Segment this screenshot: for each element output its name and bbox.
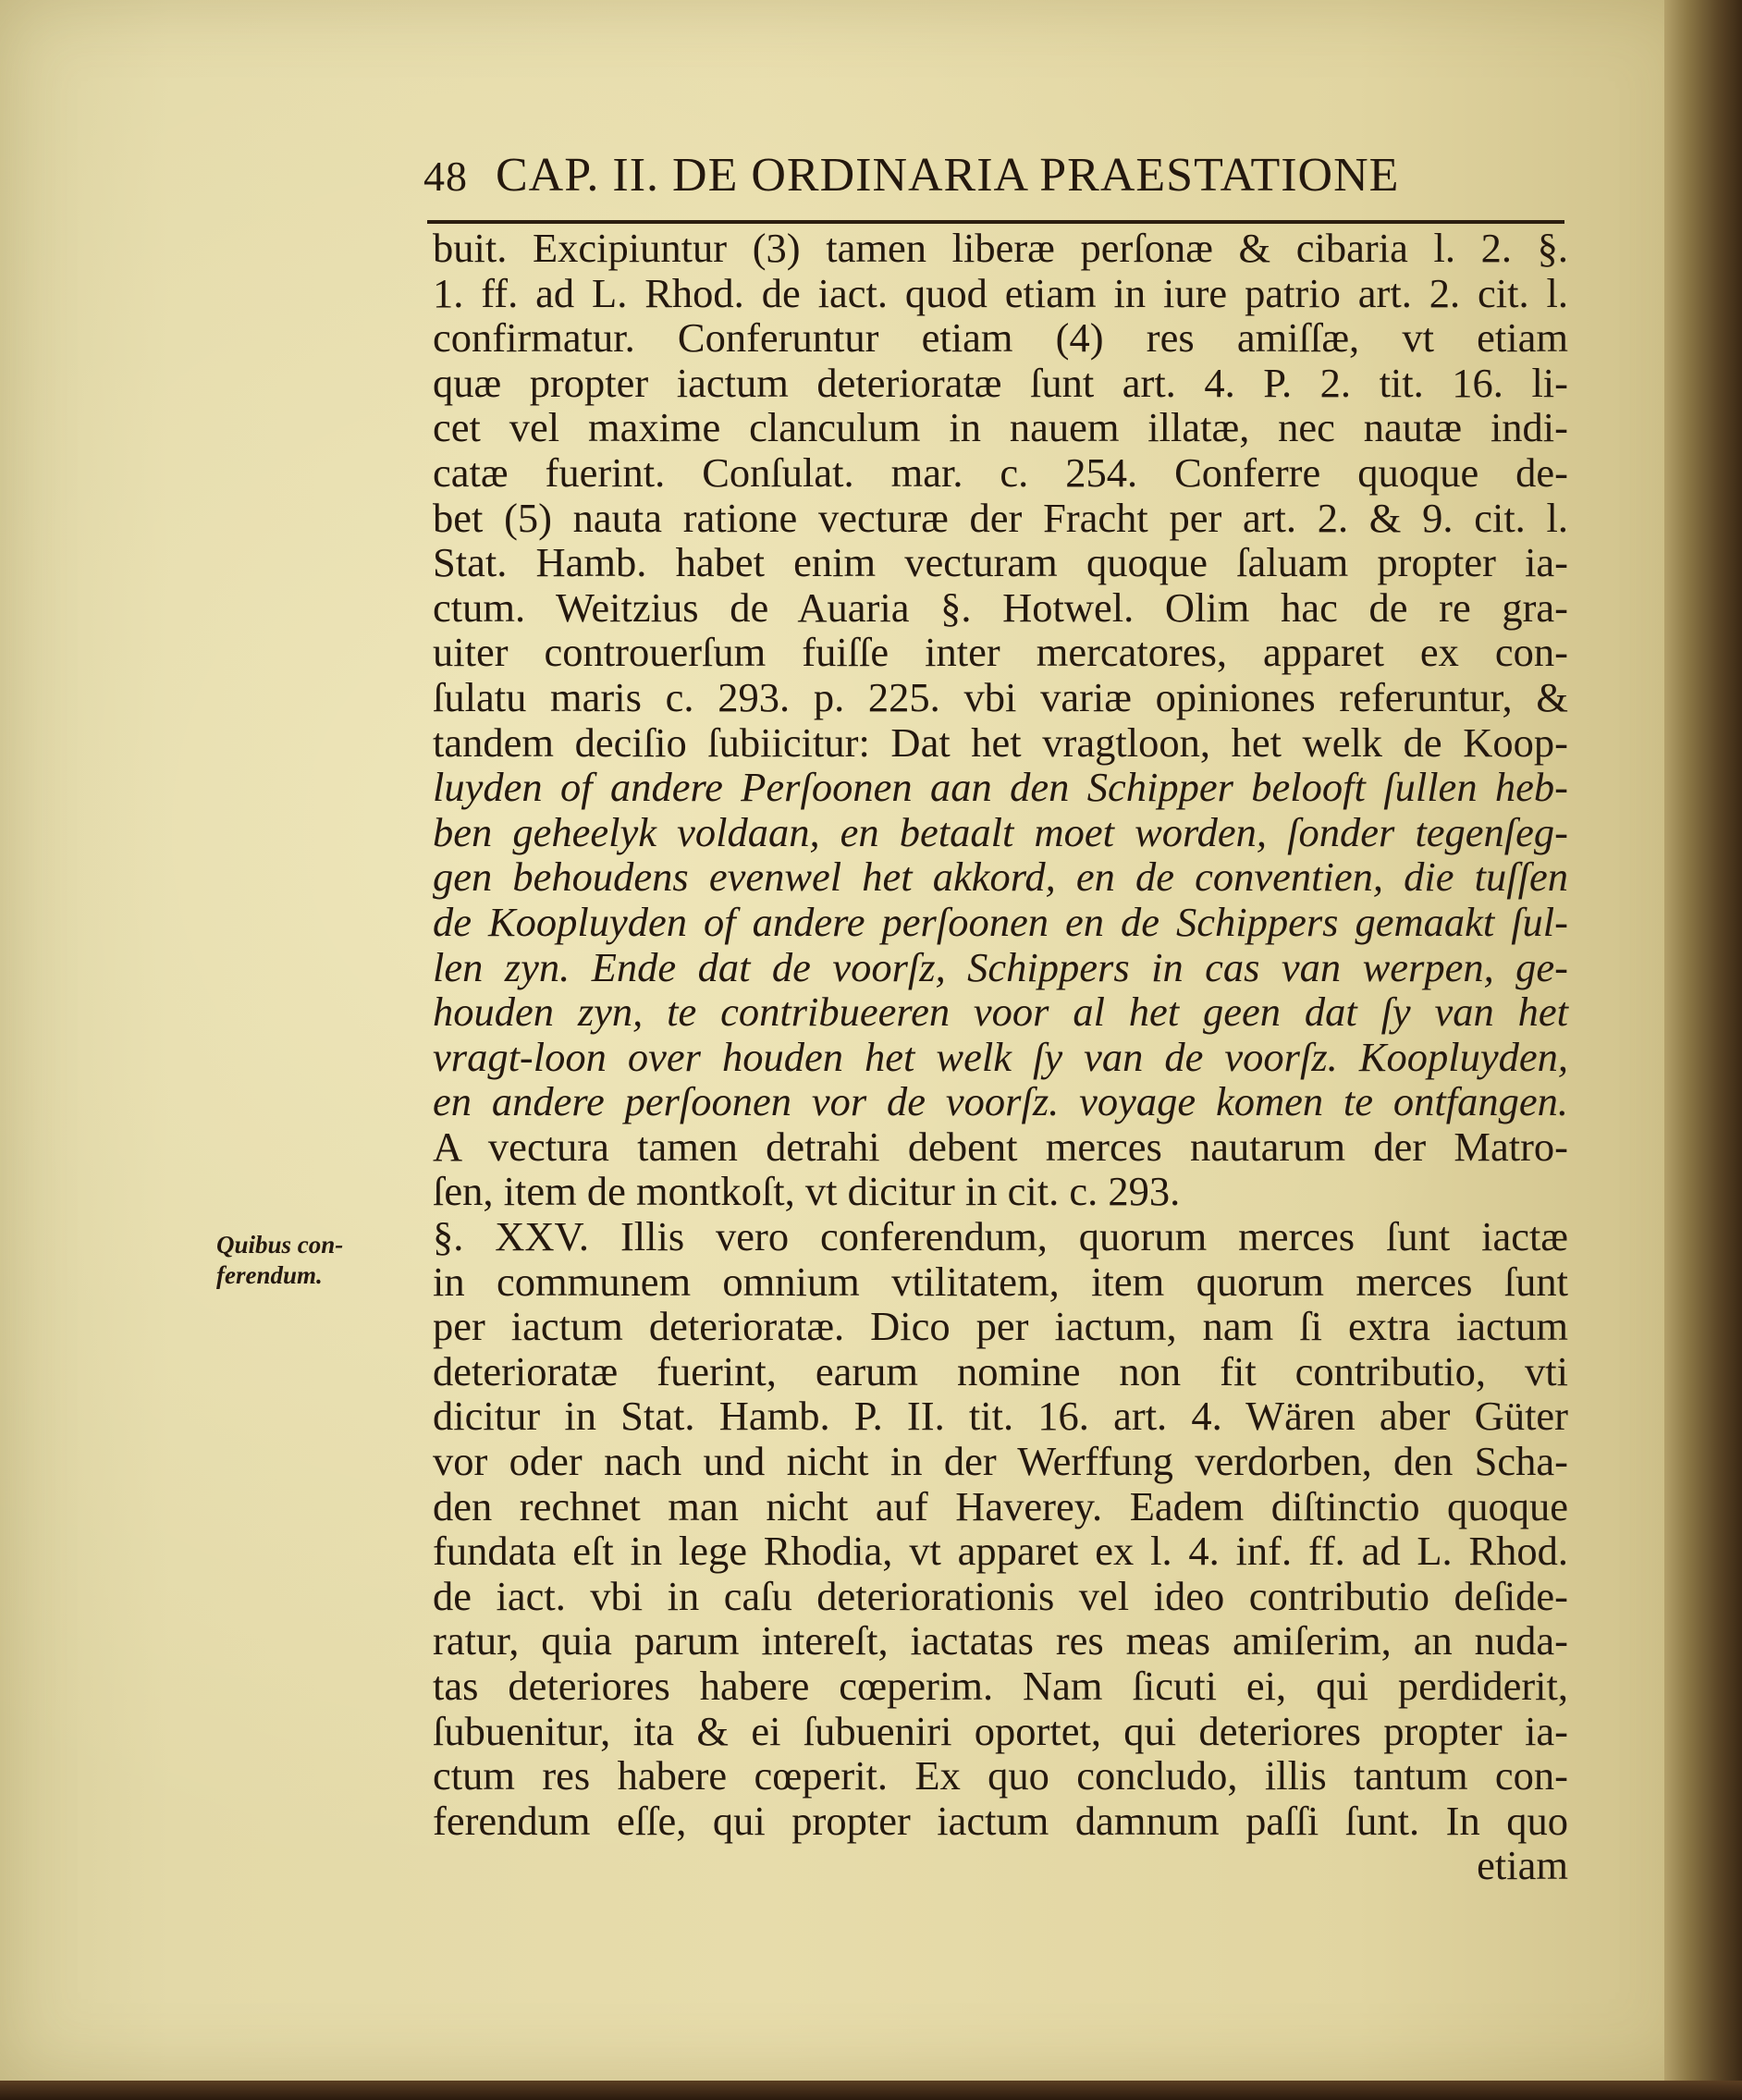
text-line: de iact. vbi in caſu deteriorationis vel ideo contributio deſide- (433, 1572, 1568, 1619)
text-line-dutch: houden zyn, te contribueeren voor al het geen dat ſy van het (433, 989, 1568, 1036)
text-line: tandem deciſio ſubiicitur: Dat het vragtloon, het welk de Koop- (433, 718, 1568, 766)
text-line: den rechnet man nicht auf Haverey. Eadem diſtinctio quoque (433, 1482, 1568, 1529)
text-line: uiter controuerſum fuiſſe inter mercatores, apparet ex con- (433, 629, 1568, 676)
text-line: 1. ff. ad L. Rhod. de iact. quod etiam in iure patrio art. 2. cit. l. (433, 269, 1568, 316)
text-line: ſen, item de montkoſt, vt dicitur in cit. c. 293. (433, 1168, 1181, 1215)
text-line: ctum. Weitzius de Auaria §. Hotwel. Olim hac de re gra- (433, 583, 1568, 631)
text-line-dutch: gen behoudens evenwel het akkord, en de conventien, die tuſſen (433, 854, 1568, 901)
text-line: bet (5) nauta ratione vecturæ der Fracht per art. 2. & 9. cit. l. (433, 494, 1568, 541)
text-line: A vectura tamen detrahi debent merces nautarum der Matro- (433, 1123, 1568, 1170)
text-line: ſulatu maris c. 293. p. 225. vbi variæ opiniones referuntur, & (433, 673, 1568, 720)
text-line: per iactum deterioratæ. Dico per iactum, nam ſi extra iactum (433, 1303, 1568, 1350)
text-line: ſubuenitur, ita & ei ſubueniri oportet, qui deteriores propter ia- (433, 1707, 1568, 1754)
catchword: etiam (1477, 1842, 1568, 1889)
text-line-dutch: de Koopluyden of andere perſoonen en de Schippers gemaakt ſul- (433, 898, 1568, 945)
text-line: ferendum eſſe, qui propter iactum damnum paſſi ſunt. In quo (433, 1797, 1568, 1844)
text-line-dutch: len zyn. Ende dat de voorſz, Schippers in cas van werpen, ge- (433, 943, 1568, 990)
margin-note (216, 1230, 343, 1291)
header-rule (427, 220, 1564, 224)
text-line: ctum res habere cœperit. Ex quo concludo, illis tantum con- (433, 1752, 1568, 1799)
page-bottom-edge (0, 2081, 1742, 2100)
text-line-dutch: en andere perſoonen vor de voorſz. voyage komen te ontfangen. (433, 1078, 1568, 1125)
text-line: ratur, quia parum intereſt, iactatas res meas amiſerim, an nuda- (433, 1617, 1568, 1664)
margin-note-line: Quibus con- (216, 1231, 344, 1259)
text-line: vor oder nach und nicht in der Werffung verdorben, den Scha- (433, 1438, 1568, 1485)
text-line-dutch: luyden of andere Perſoonen aan den Schipper belooft ſullen heb- (433, 764, 1568, 811)
text-line: fundata eſt in lege Rhodia, vt apparet ex l. 4. inf. ff. ad L. Rhod. (433, 1528, 1568, 1575)
running-header (423, 148, 1565, 213)
text-line: catæ fuerint. Conſulat. mar. c. 254. Conferre quoque de- (433, 448, 1568, 496)
text-line-dutch: ben geheelyk voldaan, en betaalt moet worden, ſonder tegenſeg- (433, 808, 1568, 855)
body-text (433, 226, 1568, 1888)
text-line: buit. Excipiuntur (3) tamen liberæ perſonæ & cibaria l. 2. §. (433, 225, 1568, 271)
text-line: deterioratæ fuerint, earum nomine non fit contributio, vti (433, 1347, 1568, 1394)
text-line-dutch: vragt-loon over houden het welk ſy van de voorſz. Koopluyden, (433, 1033, 1568, 1080)
text-line: cet vel maxime clanculum in nauem illatæ, nec nautæ indi- (433, 404, 1568, 451)
text-line: quæ propter iactum deterioratæ ſunt art. 4. P. 2. tit. 16. li- (433, 359, 1568, 406)
text-line: in communem omnium vtilitatem, item quorum merces ſunt (433, 1258, 1568, 1305)
text-line: confirmatur. Conferuntur etiam (4) res amiſſæ, vt etiam (433, 314, 1568, 362)
page-number: 48 (423, 153, 468, 200)
margin-note-line: ferendum. (216, 1261, 323, 1289)
text-line: dicitur in Stat. Hamb. P. II. tit. 16. art. 4. Wären aber Güter (433, 1393, 1568, 1440)
text-line: Stat. Hamb. habet enim vecturam quoque ſaluam propter ia- (433, 539, 1568, 586)
book-spine (1664, 0, 1742, 2100)
text-line: tas deteriores habere cœperim. Nam ſicuti ei, qui perdiderit, (433, 1663, 1568, 1709)
section-heading-line: §. XXV. Illis vero conferendum, quorum merces ſunt iactæ (433, 1213, 1568, 1260)
running-title: CAP. II. DE ORDINARIA PRAESTATIONE (496, 149, 1400, 202)
